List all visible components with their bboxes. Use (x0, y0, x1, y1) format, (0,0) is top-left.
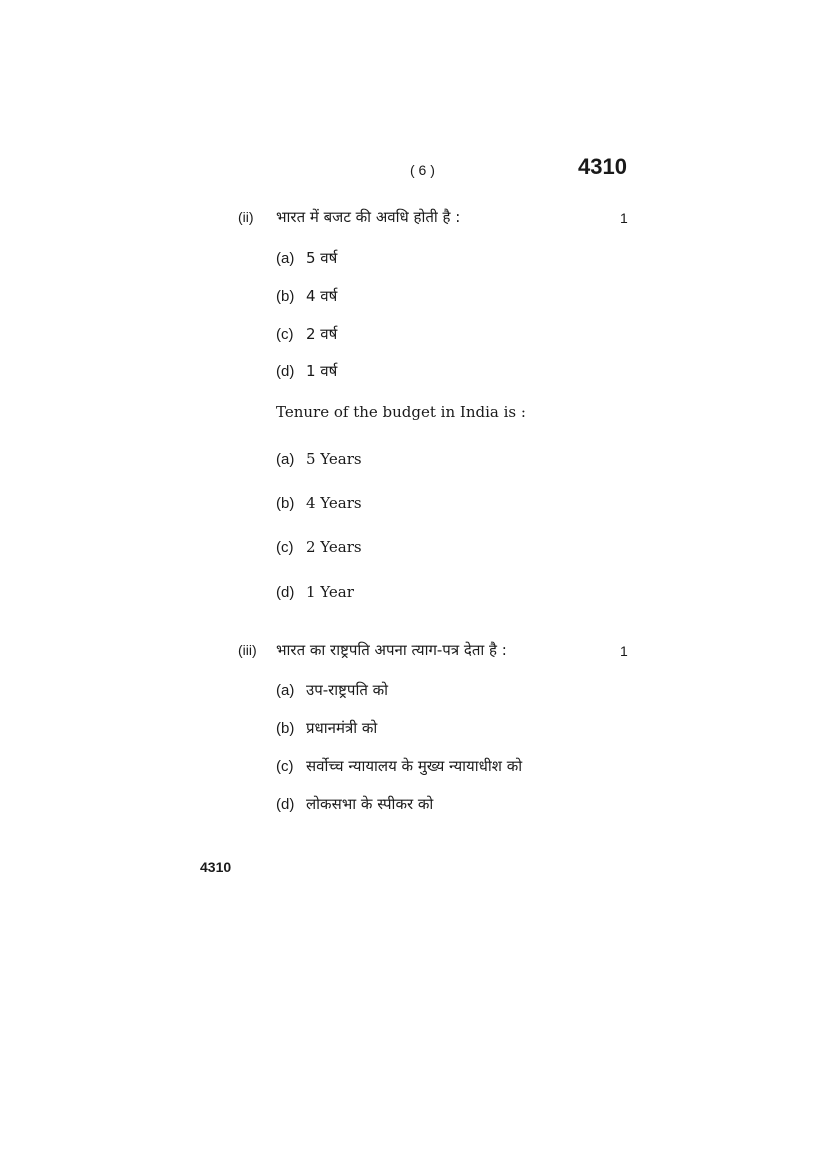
option-label: (d) (276, 796, 295, 813)
option-text: सर्वोच्च न्यायालय के मुख्य न्यायाधीश को (306, 757, 523, 775)
option-label: (d) (276, 363, 295, 380)
option-text: 2 Years (306, 538, 362, 556)
option-hindi-d (276, 794, 433, 814)
option-english-a (276, 449, 362, 468)
paper-code-header: 4310 (578, 154, 627, 179)
option-text: 4 Years (306, 494, 362, 512)
question-text-hindi: भारत में बजट की अवधि होती है : (276, 208, 461, 226)
option-text: 5 Years (306, 450, 362, 468)
option-english-c (276, 537, 362, 556)
option-label: (c) (276, 539, 294, 556)
option-english-d (276, 582, 354, 601)
question-number: (iii) (238, 642, 257, 658)
question-marks: 1 (620, 643, 628, 659)
option-text: लोकसभा के स्पीकर को (306, 795, 434, 813)
option-hindi-a (276, 680, 388, 700)
option-hindi-c (276, 756, 522, 776)
option-english-b (276, 493, 362, 512)
option-hindi-b (276, 718, 377, 738)
option-label: (c) (276, 326, 294, 343)
option-label: (d) (276, 584, 295, 601)
option-label: (b) (276, 720, 295, 737)
question-number: (ii) (238, 209, 254, 225)
option-label: (a) (276, 682, 295, 699)
option-hindi-c (276, 324, 337, 344)
option-label: (b) (276, 288, 295, 305)
option-text: 1 वर्ष (306, 362, 338, 380)
option-text: 1 Year (306, 583, 354, 601)
paper-code-footer: 4310 (200, 859, 232, 875)
option-text: उप-राष्ट्रपति को (306, 681, 389, 699)
option-label: (a) (276, 250, 295, 267)
option-text: 5 वर्ष (306, 249, 338, 267)
page-number: ( 6 ) (410, 162, 435, 178)
option-label: (a) (276, 451, 295, 468)
option-hindi-d (276, 361, 337, 381)
option-label: (c) (276, 758, 294, 775)
option-text: 4 वर्ष (306, 287, 338, 305)
option-hindi-b (276, 286, 337, 306)
option-text: प्रधानमंत्री को (306, 719, 378, 737)
question-text-english: Tenure of the budget in India is : (276, 403, 526, 421)
question-text-hindi: भारत का राष्ट्रपति अपना त्याग-पत्र देता है : (276, 641, 507, 659)
option-text: 2 वर्ष (306, 325, 338, 343)
option-label: (b) (276, 495, 295, 512)
question-marks: 1 (620, 210, 628, 226)
option-hindi-a (276, 248, 337, 268)
